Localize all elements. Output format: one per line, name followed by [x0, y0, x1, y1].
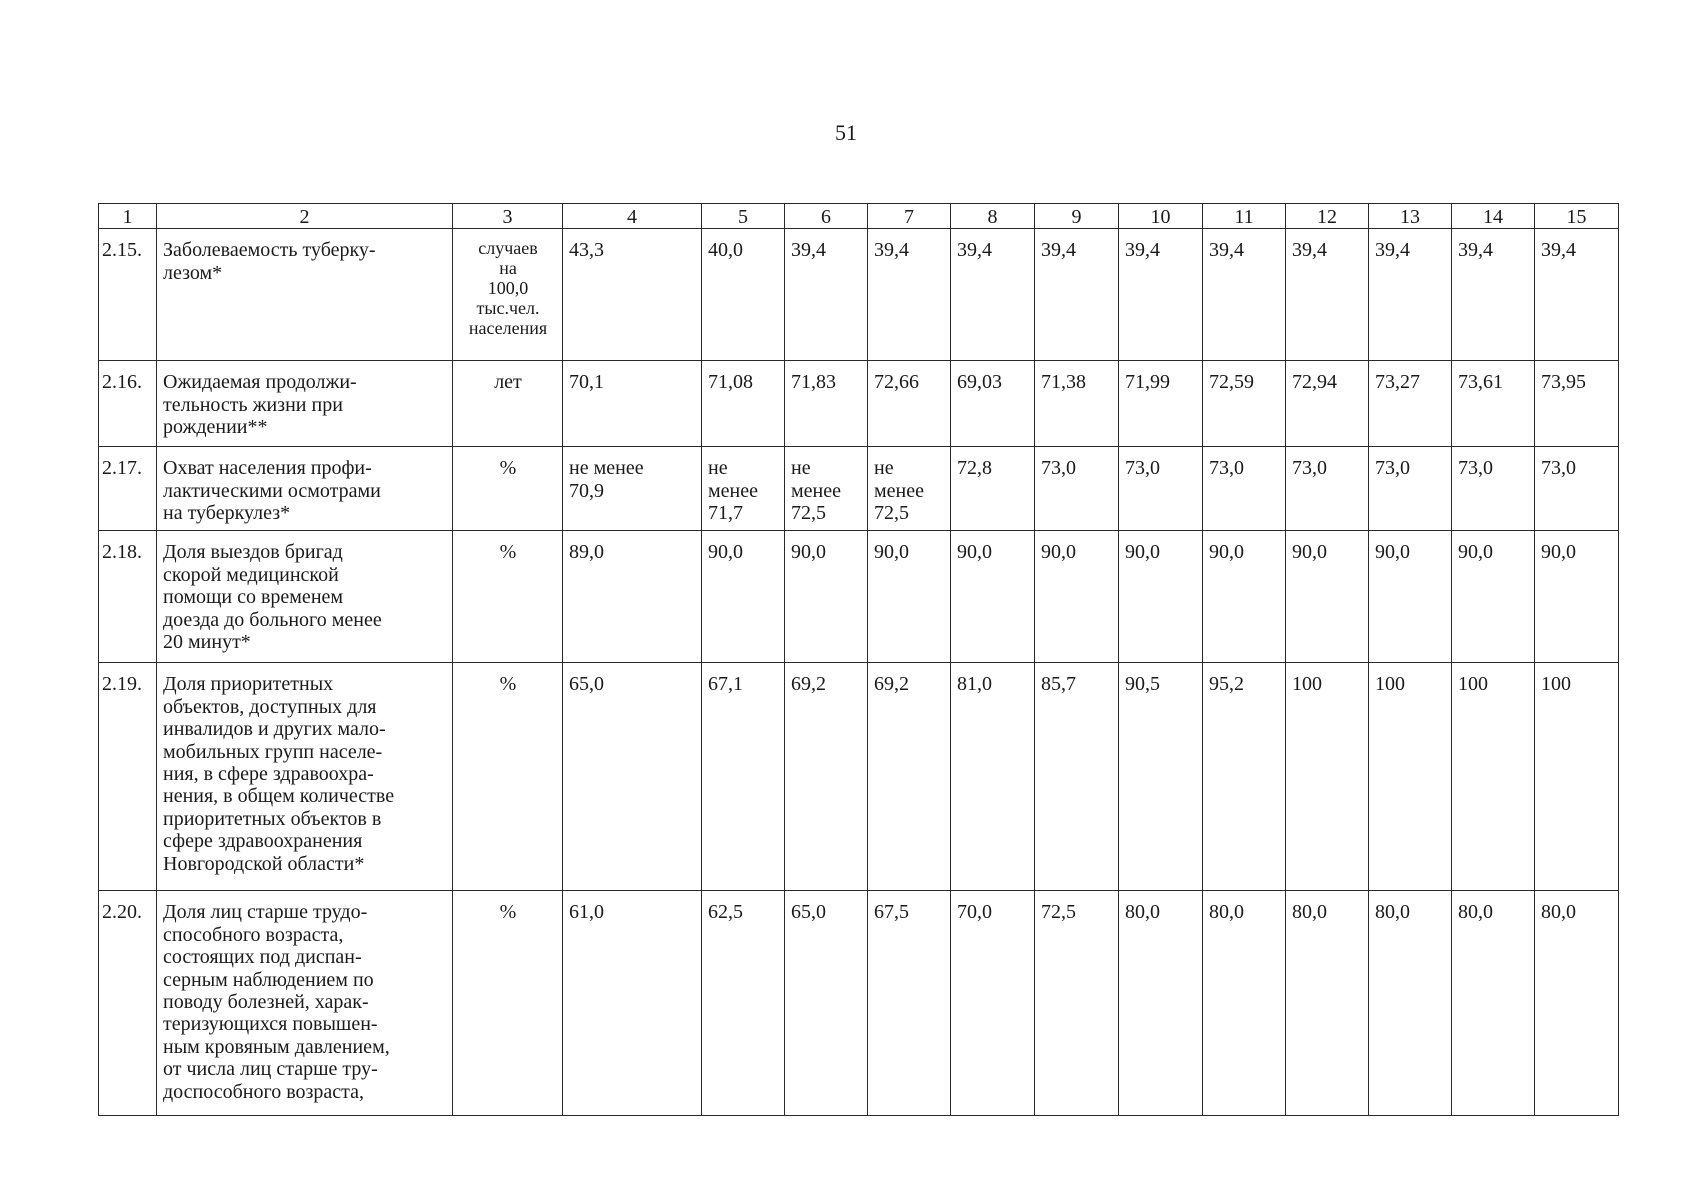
- text-line: %: [499, 457, 517, 480]
- header-cell-5: 5: [702, 204, 785, 229]
- text-line: 39,4: [957, 239, 992, 262]
- text-line: 71,7: [708, 502, 743, 525]
- value-cell: [1035, 531, 1119, 663]
- text-line: %: [499, 901, 517, 924]
- text-line: 65,0: [791, 901, 826, 924]
- text-line: 39,4: [1125, 239, 1160, 262]
- text-line: помощи со временем: [163, 586, 344, 609]
- value-cell: [1452, 447, 1535, 531]
- value-cell: [951, 447, 1035, 531]
- indicator-cell: [157, 531, 453, 663]
- row-number-cell: 2.16.: [99, 361, 157, 447]
- value-cell: [702, 361, 785, 447]
- text-line: 70,1: [569, 371, 604, 394]
- text-line: Доля выездов бригад: [163, 541, 343, 564]
- header-cell-12: 12: [1286, 204, 1369, 229]
- value-cell: [1286, 663, 1369, 891]
- unit-cell: [453, 891, 563, 1116]
- value-cell: [702, 663, 785, 891]
- text-line: 73,61: [1458, 371, 1503, 394]
- text-line: 90,0: [957, 541, 992, 564]
- text-line: серным наблюдением по: [163, 968, 374, 991]
- header-cell-15: 15: [1535, 204, 1619, 229]
- text-line: лезом*: [163, 261, 223, 284]
- indicator-cell: [157, 891, 453, 1116]
- text-line: инвалидов и других мало-: [163, 718, 386, 741]
- text-line: не менее: [569, 457, 644, 480]
- header-cell-11: 11: [1203, 204, 1286, 229]
- text-line: приоритетных объектов в: [163, 807, 382, 830]
- header-cell-3: 3: [453, 204, 563, 229]
- text-line: 65,0: [569, 673, 604, 696]
- text-line: 90,0: [1292, 541, 1327, 564]
- text-line: 72,5: [1041, 901, 1076, 924]
- table-row: [99, 891, 1619, 1116]
- text-line: 100: [1375, 673, 1405, 696]
- table-row: [99, 531, 1619, 663]
- text-line: 73,27: [1375, 371, 1420, 394]
- value-cell: [785, 447, 868, 531]
- text-line: поводу болезней, харак-: [163, 990, 369, 1013]
- value-cell: [951, 663, 1035, 891]
- value-cell: [702, 531, 785, 663]
- row-number-cell: 2.19.: [99, 663, 157, 891]
- value-cell: [563, 447, 702, 531]
- text-line: 72,66: [874, 371, 919, 394]
- value-cell: [1286, 447, 1369, 531]
- value-cell: [563, 531, 702, 663]
- text-line: 73,0: [1209, 457, 1244, 480]
- table-body: [99, 204, 1619, 1116]
- text-line: объектов, доступных для: [163, 695, 377, 718]
- row-number-cell: 2.20.: [99, 891, 157, 1116]
- value-cell: [1203, 891, 1286, 1116]
- text-line: доспособного возраста,: [163, 1080, 365, 1103]
- text-line: 72,5: [791, 502, 826, 525]
- text-line: тельность жизни при: [163, 393, 343, 416]
- value-cell: [1535, 229, 1619, 361]
- text-line: 39,4: [1292, 239, 1327, 262]
- header-row: [99, 204, 1619, 229]
- value-cell: [785, 229, 868, 361]
- header-cell-1: 1: [99, 204, 157, 229]
- text-line: скорой медицинской: [163, 563, 339, 586]
- text-line: не: [791, 457, 811, 480]
- text-line: Охват населения профи-: [163, 457, 372, 480]
- value-cell: [1119, 531, 1203, 663]
- value-cell: [1203, 361, 1286, 447]
- text-line: населения: [468, 317, 548, 338]
- value-cell: [1369, 447, 1452, 531]
- text-line: 89,0: [569, 541, 604, 564]
- text-line: 40,0: [708, 239, 743, 262]
- value-cell: [785, 361, 868, 447]
- text-line: 71,99: [1125, 371, 1170, 394]
- text-line: 61,0: [569, 901, 604, 924]
- unit-cell: [453, 447, 563, 531]
- header-cell-8: 8: [951, 204, 1035, 229]
- unit-cell: [453, 531, 563, 663]
- table-row: [99, 229, 1619, 361]
- text-line: 71,38: [1041, 371, 1086, 394]
- text-line: 73,0: [1041, 457, 1076, 480]
- value-cell: [868, 891, 951, 1116]
- text-line: Заболеваемость туберку-: [163, 239, 376, 262]
- unit-cell: [453, 663, 563, 891]
- value-cell: [1369, 361, 1452, 447]
- value-cell: [951, 361, 1035, 447]
- value-cell: [785, 531, 868, 663]
- value-cell: [868, 229, 951, 361]
- value-cell: [1035, 447, 1119, 531]
- text-line: 39,4: [1041, 239, 1076, 262]
- header-cell-2: 2: [157, 204, 453, 229]
- text-line: Доля приоритетных: [163, 673, 334, 696]
- value-cell: [1452, 891, 1535, 1116]
- indicator-cell: [157, 361, 453, 447]
- value-cell: [1119, 361, 1203, 447]
- text-line: 100: [1458, 673, 1488, 696]
- text-line: 90,0: [708, 541, 743, 564]
- text-line: 70,0: [957, 901, 992, 924]
- header-cell-14: 14: [1452, 204, 1535, 229]
- row-number-cell: 2.17.: [99, 447, 157, 531]
- value-cell: [702, 447, 785, 531]
- value-cell: [1119, 447, 1203, 531]
- text-line: менее: [791, 479, 841, 502]
- text-line: 71,83: [791, 371, 836, 394]
- unit-cell: [453, 361, 563, 447]
- text-line: ния, в сфере здравоохра-: [163, 762, 374, 785]
- text-line: доезда до больного менее: [163, 608, 382, 631]
- text-line: 72,94: [1292, 371, 1337, 394]
- text-line: 39,4: [1458, 239, 1493, 262]
- page-number: 51: [835, 120, 857, 145]
- text-line: 72,8: [957, 457, 992, 480]
- value-cell: [1286, 361, 1369, 447]
- text-line: 39,4: [874, 239, 909, 262]
- text-line: 69,2: [874, 673, 909, 696]
- text-line: 70,9: [569, 479, 604, 502]
- value-cell: [1203, 447, 1286, 531]
- text-line: 72,59: [1209, 371, 1254, 394]
- text-line: лактическими осмотрами: [163, 479, 381, 502]
- value-cell: [1452, 531, 1535, 663]
- value-cell: [1286, 229, 1369, 361]
- value-cell: [1369, 663, 1452, 891]
- text-line: 39,4: [1375, 239, 1410, 262]
- text-line: 69,2: [791, 673, 826, 696]
- text-line: 100: [1541, 673, 1571, 696]
- text-line: менее: [874, 479, 924, 502]
- text-line: 90,0: [1125, 541, 1160, 564]
- text-line: Ожидаемая продолжи-: [163, 371, 357, 394]
- value-cell: [868, 361, 951, 447]
- value-cell: [563, 361, 702, 447]
- value-cell: [563, 229, 702, 361]
- text-line: 90,0: [1458, 541, 1493, 564]
- header-cell-9: 9: [1035, 204, 1119, 229]
- text-line: не: [708, 457, 728, 480]
- value-cell: [1203, 663, 1286, 891]
- text-line: 85,7: [1041, 673, 1076, 696]
- indicator-cell: [157, 663, 453, 891]
- text-line: 73,0: [1458, 457, 1493, 480]
- text-line: 73,0: [1125, 457, 1160, 480]
- text-line: 80,0: [1458, 901, 1493, 924]
- value-cell: [1203, 531, 1286, 663]
- text-line: 100,0: [487, 277, 529, 298]
- value-cell: [868, 447, 951, 531]
- text-line: 90,0: [1209, 541, 1244, 564]
- indicator-cell: [157, 447, 453, 531]
- value-cell: [1035, 229, 1119, 361]
- text-line: ным кровяным давлением,: [163, 1035, 390, 1058]
- text-line: не: [874, 457, 894, 480]
- table-row: [99, 663, 1619, 891]
- value-cell: [951, 229, 1035, 361]
- text-line: 73,95: [1541, 371, 1586, 394]
- text-line: мобильных групп населе-: [163, 740, 383, 763]
- text-line: случаев: [478, 238, 538, 259]
- row-number-cell: 2.18.: [99, 531, 157, 663]
- value-cell: [868, 663, 951, 891]
- text-line: 80,0: [1292, 901, 1327, 924]
- text-line: 81,0: [957, 673, 992, 696]
- text-line: 39,4: [1541, 239, 1576, 262]
- text-line: 39,4: [791, 239, 826, 262]
- header-cell-6: 6: [785, 204, 868, 229]
- value-cell: [1535, 361, 1619, 447]
- value-cell: [785, 663, 868, 891]
- value-cell: [951, 531, 1035, 663]
- text-line: 43,3: [569, 239, 604, 262]
- value-cell: [1452, 361, 1535, 447]
- text-line: 67,1: [708, 673, 743, 696]
- text-line: 80,0: [1125, 901, 1160, 924]
- value-cell: [785, 891, 868, 1116]
- text-line: на туберкулез*: [163, 502, 291, 525]
- value-cell: [1035, 891, 1119, 1116]
- row-number-cell: 2.15.: [99, 229, 157, 361]
- text-line: 90,0: [1541, 541, 1576, 564]
- table-row: [99, 447, 1619, 531]
- value-cell: [1119, 663, 1203, 891]
- text-line: 69,03: [957, 371, 1002, 394]
- text-line: 90,0: [791, 541, 826, 564]
- text-line: от числа лиц старше тру-: [163, 1058, 378, 1081]
- value-cell: [1369, 229, 1452, 361]
- value-cell: [951, 891, 1035, 1116]
- value-cell: [1369, 891, 1452, 1116]
- unit-cell: [453, 229, 563, 361]
- value-cell: [563, 663, 702, 891]
- text-line: на: [499, 258, 517, 279]
- text-line: 20 минут*: [163, 630, 251, 653]
- text-line: Доля лиц старше трудо-: [163, 901, 368, 924]
- value-cell: [1452, 663, 1535, 891]
- value-cell: [563, 891, 702, 1116]
- text-line: 90,0: [1041, 541, 1076, 564]
- text-line: 73,0: [1292, 457, 1327, 480]
- text-line: 95,2: [1209, 673, 1244, 696]
- text-line: Новгородской области*: [163, 852, 365, 875]
- text-line: %: [499, 673, 517, 696]
- text-line: 71,08: [708, 371, 753, 394]
- text-line: состоящих под диспан-: [163, 946, 362, 969]
- value-cell: [1535, 531, 1619, 663]
- value-cell: [702, 891, 785, 1116]
- text-line: 62,5: [708, 901, 743, 924]
- text-line: 73,0: [1375, 457, 1410, 480]
- text-line: 72,5: [874, 502, 909, 525]
- value-cell: [1452, 229, 1535, 361]
- text-line: сфере здравоохранения: [163, 830, 363, 853]
- table-row: [99, 361, 1619, 447]
- header-cell-10: 10: [1119, 204, 1203, 229]
- value-cell: [1535, 663, 1619, 891]
- value-cell: [1035, 663, 1119, 891]
- value-cell: [1119, 229, 1203, 361]
- text-line: 39,4: [1209, 239, 1244, 262]
- text-line: 90,0: [874, 541, 909, 564]
- header-cell-13: 13: [1369, 204, 1452, 229]
- text-line: тыс.чел.: [476, 297, 540, 318]
- text-line: рождении**: [163, 416, 268, 439]
- text-line: теризующихся повышен-: [163, 1013, 378, 1036]
- value-cell: [1535, 447, 1619, 531]
- text-line: 80,0: [1541, 901, 1576, 924]
- text-line: 90,5: [1125, 673, 1160, 696]
- value-cell: [702, 229, 785, 361]
- header-cell-4: 4: [563, 204, 702, 229]
- value-cell: [868, 531, 951, 663]
- value-cell: [1535, 891, 1619, 1116]
- text-line: 90,0: [1375, 541, 1410, 564]
- text-line: 80,0: [1375, 901, 1410, 924]
- value-cell: [1035, 361, 1119, 447]
- text-line: менее: [708, 479, 758, 502]
- text-line: способного возраста,: [163, 923, 344, 946]
- indicators-table: [98, 203, 1619, 1116]
- value-cell: [1286, 531, 1369, 663]
- value-cell: [1369, 531, 1452, 663]
- value-cell: [1119, 891, 1203, 1116]
- header-cell-7: 7: [868, 204, 951, 229]
- value-cell: [1203, 229, 1286, 361]
- text-line: %: [499, 541, 517, 564]
- text-line: 100: [1292, 673, 1322, 696]
- text-line: 80,0: [1209, 901, 1244, 924]
- text-line: лет: [494, 371, 522, 394]
- value-cell: [1286, 891, 1369, 1116]
- text-line: 73,0: [1541, 457, 1576, 480]
- indicator-cell: [157, 229, 453, 361]
- text-line: 67,5: [874, 901, 909, 924]
- text-line: нения, в общем количестве: [163, 785, 395, 808]
